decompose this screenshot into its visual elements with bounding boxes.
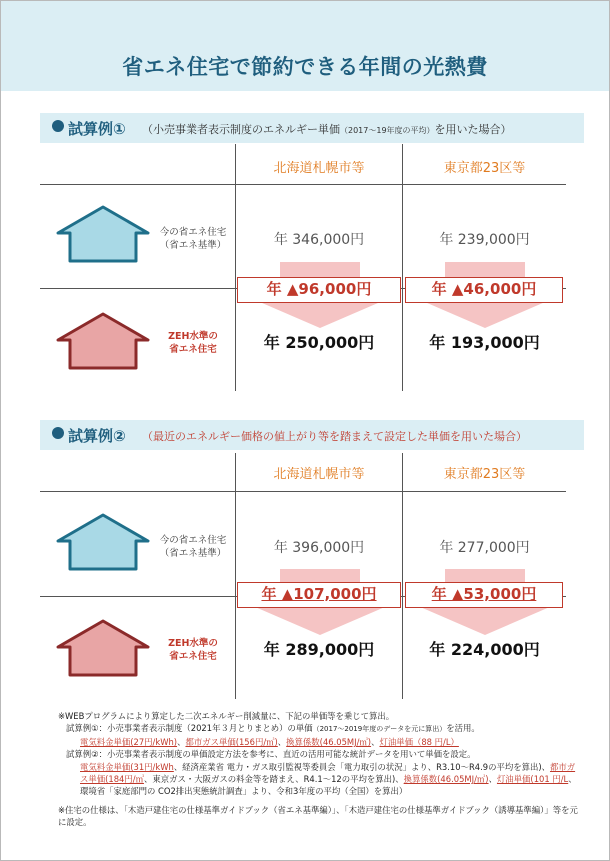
savings-sapporo-1: 年 ▲96,000円 — [237, 277, 401, 303]
note-example-2-rates: 電気料金単価(31円/kWh、経済産業省 電力・ガス取引監視等委員会「電力取引の状況」より、R3.10～R4.9の平均を算出)、都市ガス単価(184円/㎥、東京ガス・大阪ガスの料金等を踏まえ、R4.1～12の平均を算出)、換算係数(46.05MJ/㎥)、灯油単価(101 円/L、環境省「家庭部門の CO2排出実態統計調査」より、令和3年度の平均（全国）を算出） — [80, 761, 577, 797]
label-line: 省エネ住宅 — [169, 651, 217, 662]
note-text: 、東京ガス・大阪ガスの料金等を踏まえ、R4.1～12の平均を算出)、 — [143, 774, 404, 785]
note-text: 試算例①：小売事業者表示制度（2021年３月とりまとめ）の単価 — [66, 723, 313, 734]
current-house-icon — [56, 513, 150, 571]
savings-tokyo-2 — [405, 582, 563, 608]
label-line: 省エネ住宅 — [169, 344, 217, 355]
current-house-label — [150, 226, 236, 252]
divider — [402, 453, 403, 699]
note-rate: 灯油単価（88 円/L） — [379, 736, 459, 747]
case-1-heading — [40, 113, 584, 143]
note-example-1 — [58, 722, 578, 735]
note-text: （2017～2019年度のデータを元に算出） — [312, 725, 447, 734]
label-line: ZEH水準の — [168, 331, 218, 342]
cost-current-sapporo-2: 年 396,000円 — [273, 540, 365, 556]
region-sapporo-2: 北海道札幌市等 — [273, 467, 365, 482]
note-text: 、経済産業省 電力・ガス取引監視等委員会「電力取引の状況」より、R3.10～R4.9の平均を算出)、 — [173, 761, 550, 772]
zeh-house-icon — [56, 619, 150, 677]
cost-current-tokyo-2: 年 277,000円 — [439, 540, 530, 556]
footnotes — [58, 710, 578, 829]
savings-sapporo-2 — [237, 582, 401, 608]
cost-zeh-sapporo-1: 年 250,000円 — [263, 333, 375, 352]
divider — [402, 144, 403, 391]
region-sapporo-1: 北海道札幌市等 — [273, 161, 365, 176]
region-tokyo-1: 東京都23区等 — [443, 161, 526, 176]
note-text: を活用。 — [446, 723, 480, 734]
label-line: ZEH水準の — [168, 638, 218, 649]
savings-tokyo-1: 年 ▲46,000円 — [405, 277, 563, 303]
current-house-label — [150, 534, 236, 560]
zeh-house-label — [150, 330, 236, 356]
zeh-house-label — [150, 637, 236, 663]
cost-zeh-tokyo-2: 年 224,000円 — [429, 640, 540, 659]
note-example-1-rates: 電気料金単価(27円/kWh)、都市ガス単価(156円/㎥)、換算係数(46.05MJ/㎥)、灯油単価（88 円/L） — [80, 736, 459, 747]
cost-zeh-tokyo-1: 年 193,000円 — [429, 333, 540, 352]
case-1-note-small: （2017～19年度の平均） — [340, 126, 435, 135]
case-1-note — [142, 121, 512, 137]
divider — [40, 491, 566, 492]
case-1-label: 試算例① — [68, 120, 126, 138]
note-text: 、環境省「家庭部門の CO2排出実態統計調査」より、令和3年度の平均（全国）を算出） — [80, 774, 577, 797]
note-rate: 電気料金単価(31円/kWh — [80, 761, 174, 772]
case-2-note — [142, 428, 527, 444]
case-1-note-text: （小売事業者表示制度のエネルギー単価 — [142, 123, 340, 136]
case-2-note-text: （最近のエネルギー価格の値上がり等を踏まえて設定した単価を用いた場合） — [142, 430, 527, 443]
note-rate: 都市ガス単価(184円/㎥ — [80, 761, 576, 785]
label-line: （省エネ基準） — [159, 240, 227, 251]
cost-zeh-sapporo-2: 年 289,000円 — [263, 640, 375, 659]
note-rate: 都市ガス単価(156円/㎥) — [185, 736, 278, 747]
case-2-heading — [40, 420, 584, 450]
label-line: 今の省エネ住宅 — [159, 227, 227, 238]
case-1-note-tail: を用いた場合） — [434, 123, 512, 136]
note-rate: 電気料金単価(27円/kWh) — [80, 736, 178, 747]
cost-current-tokyo-1: 年 239,000円 — [439, 232, 530, 248]
note-rate: 灯油単価(101 円/L — [496, 774, 569, 785]
savings-value: 年 ▲107,000円 — [261, 585, 377, 603]
zeh-house-icon — [56, 312, 150, 370]
label-line: （省エネ基準） — [159, 548, 227, 559]
note-2: ※住宅の仕様は、「木造戸建住宅の仕様基準ガイドブック（省エネ基準編）」、「木造戸建住宅の仕様基準ガイドブック（誘導基準編）」等を元に設定。 — [58, 804, 578, 828]
current-house-icon — [56, 205, 150, 263]
cost-current-sapporo-1: 年 346,000円 — [273, 232, 365, 248]
bullet-icon — [52, 427, 64, 439]
note-rate: 換算係数(46.05MJ/㎥) — [403, 774, 489, 785]
label-line: 今の省エネ住宅 — [159, 535, 227, 546]
note-example-2: 試算例②：小売事業者表示制度の単価設定方法を参考に、直近の活用可能な統計データを用いて単価を設定。 — [66, 749, 476, 760]
note-1: ※WEBプログラムにより算定した二次エネルギー削減量に、下記の単価等を乗じて算出。 — [58, 711, 395, 721]
bullet-icon — [52, 120, 64, 132]
note-rate: 換算係数(46.05MJ/㎥) — [286, 736, 372, 747]
region-tokyo-2: 東京都23区等 — [443, 467, 526, 482]
savings-value: 年 ▲53,000円 — [431, 585, 537, 603]
case-2-label: 試算例② — [68, 427, 126, 445]
divider — [40, 184, 566, 185]
header-banner — [1, 1, 609, 91]
page-title: 省エネ住宅で節約できる年間の光熱費 — [122, 55, 488, 79]
